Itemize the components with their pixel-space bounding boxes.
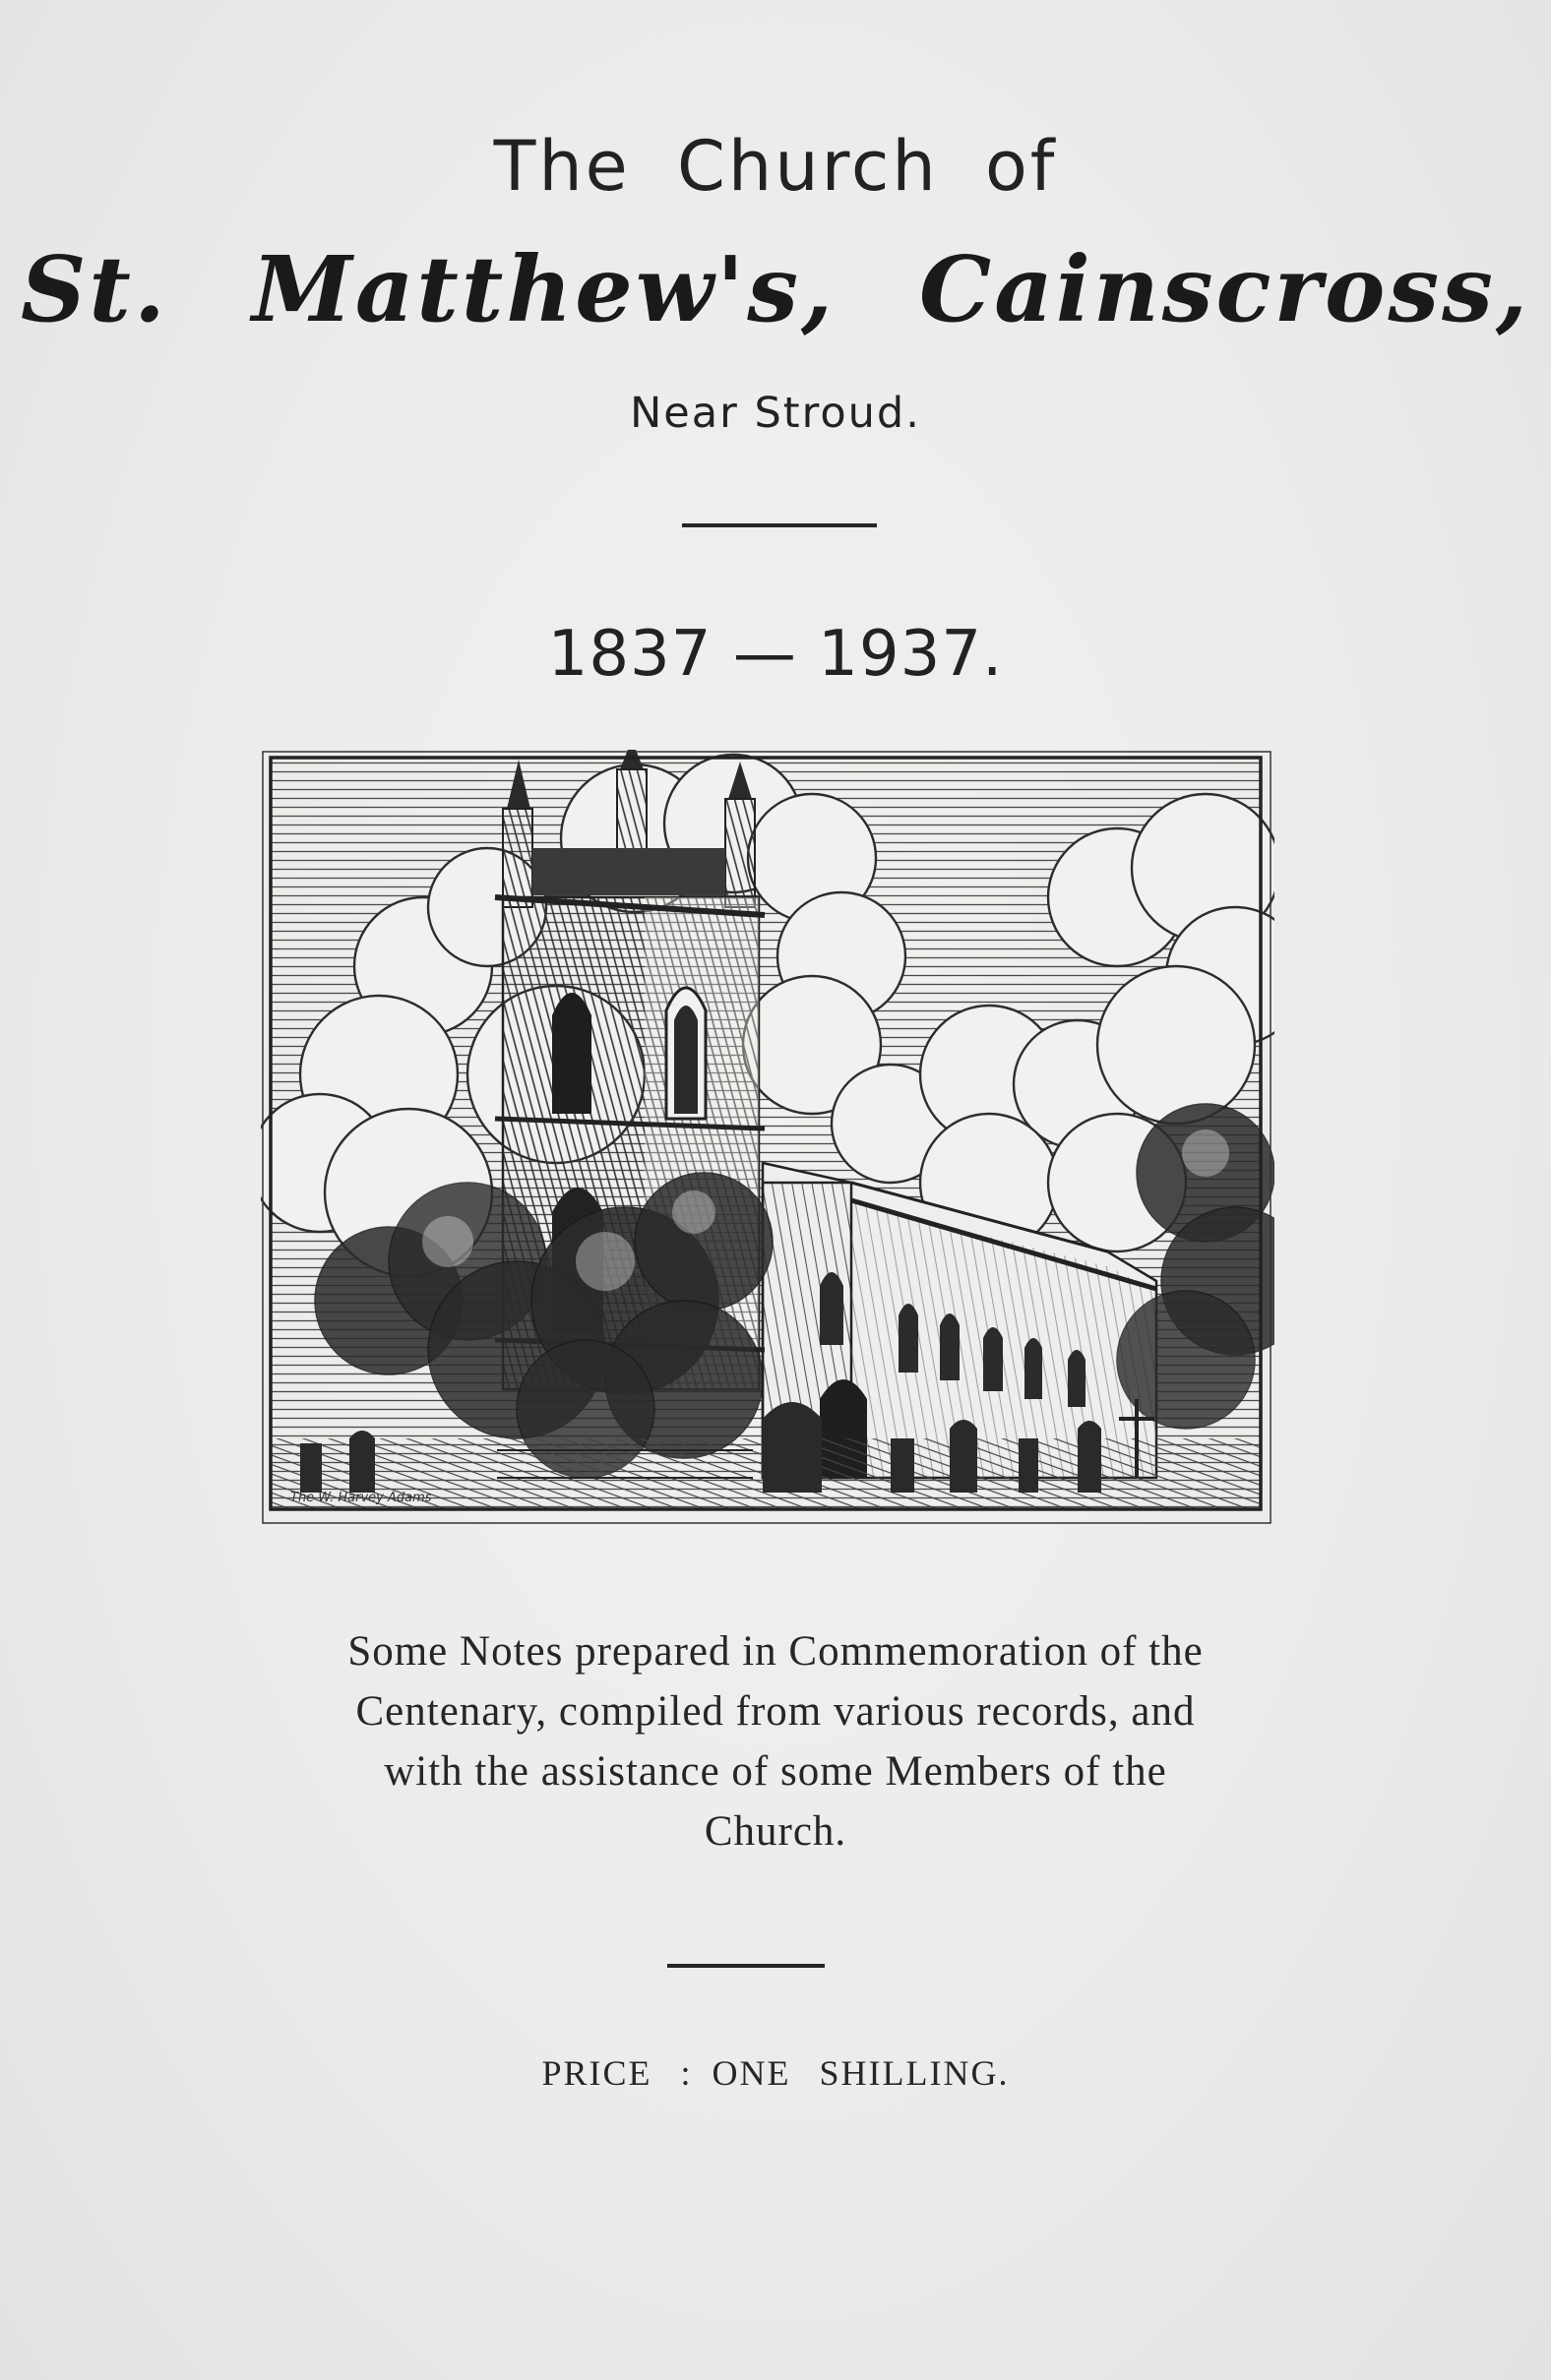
divider-rule xyxy=(682,523,877,527)
cover-title: St. Matthew's, Cainscross, xyxy=(20,236,1530,342)
price-label: PRICE : xyxy=(541,2053,693,2093)
centenary-dates: 1837 — 1937. xyxy=(547,618,1004,691)
cover-subtitle: Near Stroud. xyxy=(630,389,921,438)
divider-rule xyxy=(667,1964,825,1968)
cover-kicker: The Church of xyxy=(493,126,1058,207)
commemoration-notes: Some Notes prepared in Commemoration of the Centenary, compiled from various records, and with the assistance of some Members of the Church. xyxy=(347,1628,1204,1855)
artist-signature: The W. Harvey Adams xyxy=(290,1491,432,1505)
price-line xyxy=(0,2052,1551,2094)
church-drawing xyxy=(261,750,1274,1527)
church-illustration xyxy=(261,750,1274,1527)
price-value: ONE SHILLING. xyxy=(712,2053,1010,2093)
